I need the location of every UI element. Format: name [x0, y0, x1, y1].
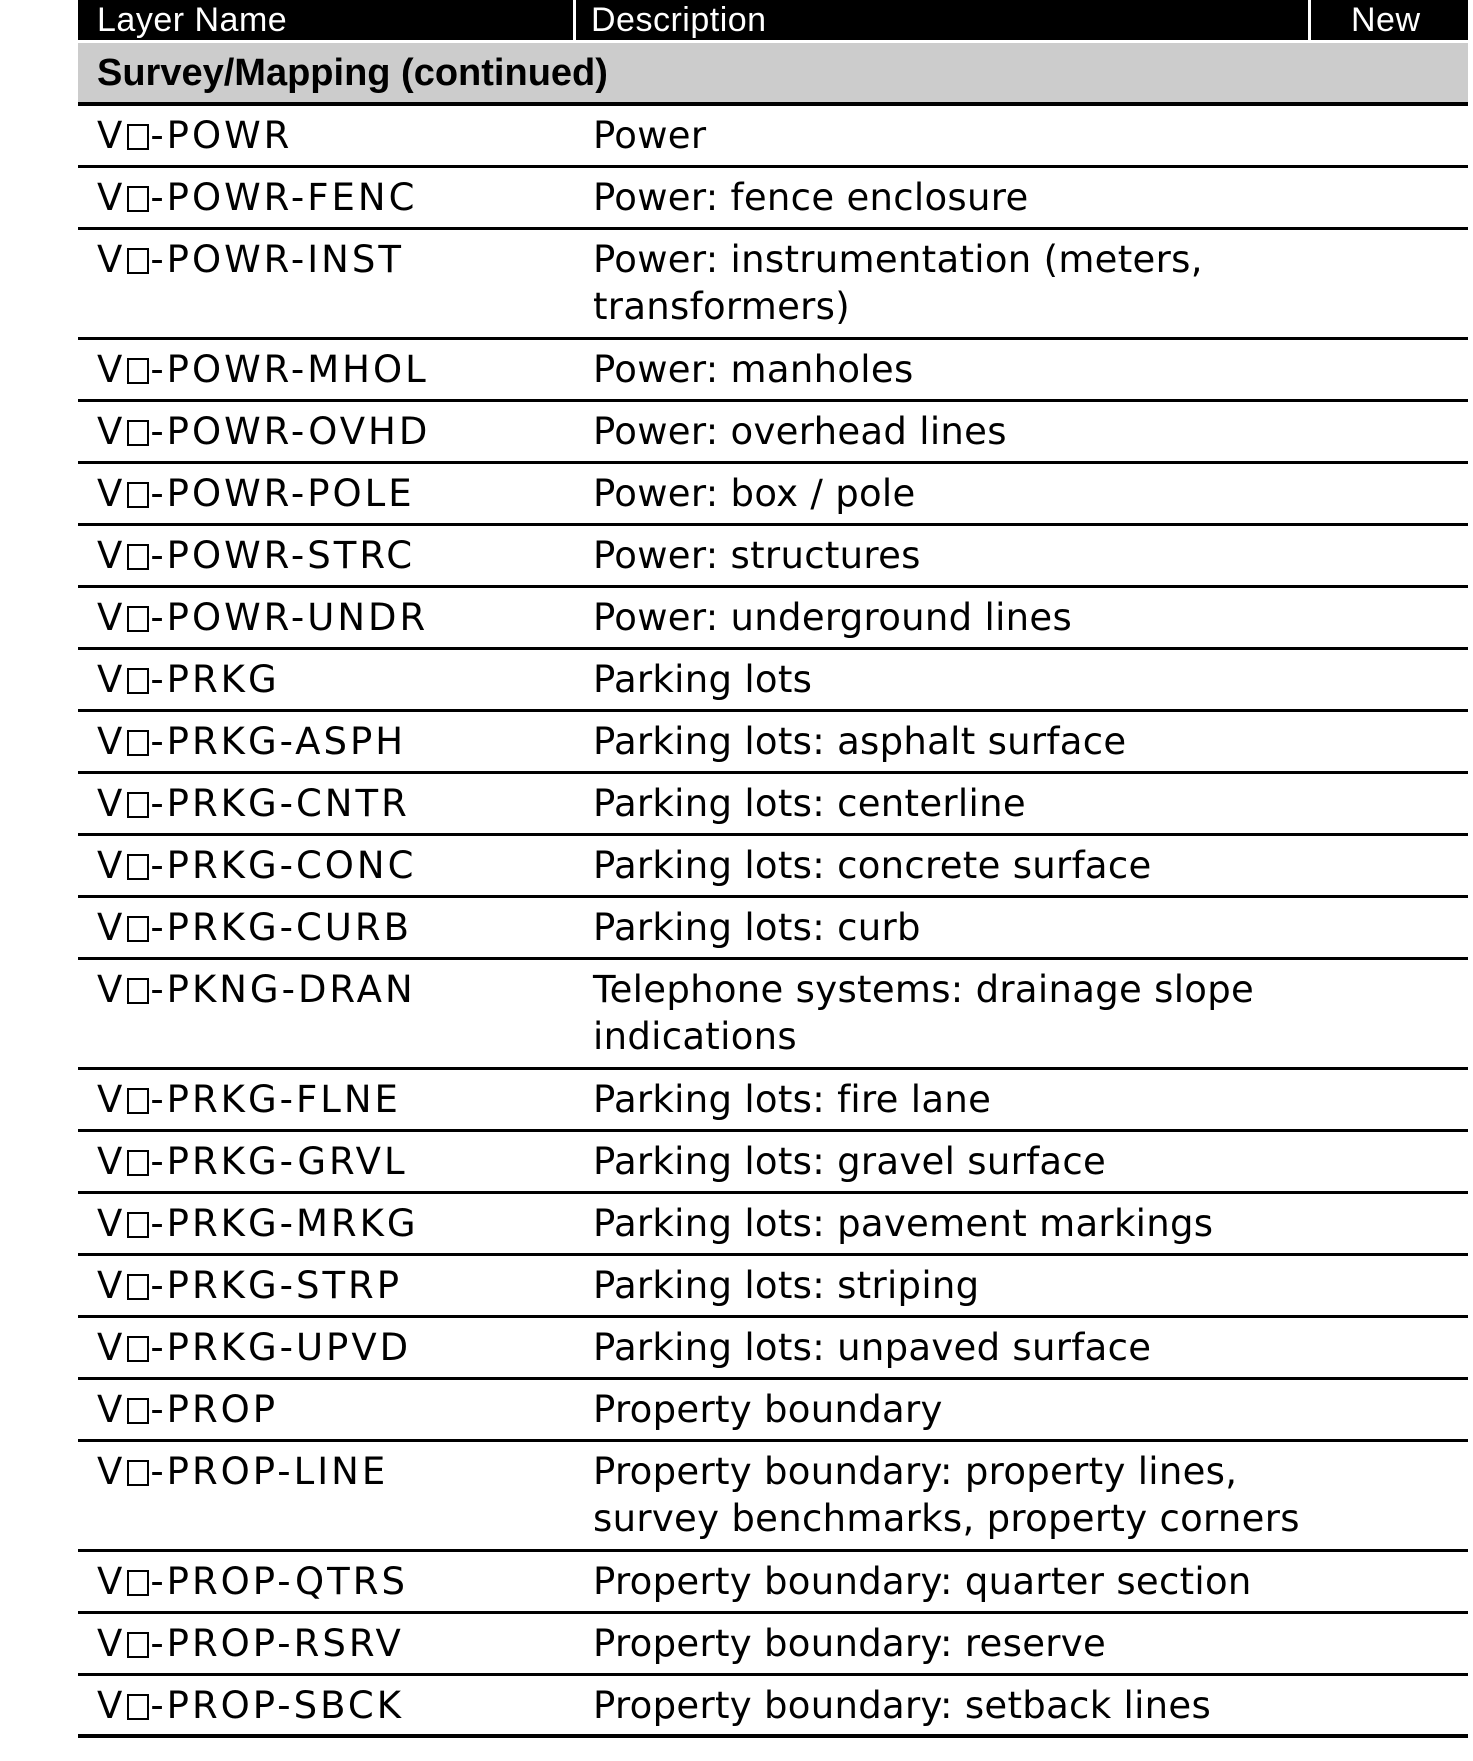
placeholder-box-icon — [127, 248, 149, 274]
layer-suffix: -PRKG-CONC — [150, 844, 417, 887]
table-row — [78, 898, 1468, 960]
table-header — [78, 0, 1468, 40]
layer-suffix: -PRKG-CURB — [150, 906, 412, 949]
description-line: Power: instrumentation (meters, — [593, 238, 1203, 281]
description-cell: Parking lots: asphalt surface — [593, 720, 1127, 763]
table-row — [78, 1256, 1468, 1318]
table-row — [78, 1318, 1468, 1380]
layer-suffix: -PRKG-STRP — [150, 1264, 403, 1307]
table-row — [78, 464, 1468, 526]
placeholder-box-icon — [127, 1274, 149, 1300]
layer-prefix: V — [97, 114, 126, 157]
layer-name-cell — [78, 898, 576, 957]
description-cell: Parking lots: unpaved surface — [593, 1326, 1152, 1369]
layer-prefix: V — [97, 348, 126, 391]
description-cell: Property boundary — [593, 1388, 943, 1431]
description-cell: Power: underground lines — [593, 596, 1073, 639]
layer-prefix: V — [97, 844, 126, 887]
description-cell — [576, 230, 1468, 337]
description-cell: Power: box / pole — [593, 472, 916, 515]
layer-prefix: V — [97, 1264, 126, 1307]
placeholder-box-icon — [127, 544, 149, 570]
table-row — [78, 168, 1468, 230]
table-row — [78, 1132, 1468, 1194]
description-cell: Property boundary: quarter section — [593, 1560, 1252, 1603]
layer-name-cell — [78, 1614, 576, 1673]
layer-name-cell — [78, 712, 576, 771]
description-cell: Property boundary: reserve — [593, 1622, 1107, 1665]
layer-name-cell — [78, 168, 576, 227]
layer-suffix: -POWR-UNDR — [150, 596, 429, 639]
layer-suffix: -POWR-POLE — [150, 472, 415, 515]
placeholder-box-icon — [127, 1632, 149, 1658]
layer-prefix: V — [97, 1450, 126, 1493]
layer-name-cell — [78, 1442, 576, 1549]
layer-suffix: -PRKG-GRVL — [150, 1140, 408, 1183]
placeholder-box-icon — [127, 978, 149, 1004]
table-row — [78, 836, 1468, 898]
layer-prefix: V — [97, 782, 126, 825]
table-row — [78, 1442, 1468, 1552]
layer-name-cell — [78, 1194, 576, 1253]
placeholder-box-icon — [127, 916, 149, 942]
description-cell: Power: manholes — [593, 348, 914, 391]
header-layer-name-label: Layer Name — [97, 1, 288, 39]
header-description — [576, 0, 1311, 40]
layer-name-cell — [78, 402, 576, 461]
layer-prefix: V — [97, 1560, 126, 1603]
description-line: transformers) — [593, 285, 850, 328]
table-row — [78, 230, 1468, 340]
placeholder-box-icon — [127, 854, 149, 880]
table-body — [78, 106, 1468, 1738]
layer-suffix: -PRKG-FLNE — [150, 1078, 401, 1121]
layer-prefix: V — [97, 658, 126, 701]
description-cell: Parking lots: gravel surface — [593, 1140, 1107, 1183]
placeholder-box-icon — [127, 1088, 149, 1114]
table-row — [78, 1614, 1468, 1676]
layer-suffix: -PKNG-DRAN — [150, 968, 416, 1011]
description-cell: Parking lots: striping — [593, 1264, 980, 1307]
layer-prefix: V — [97, 534, 126, 577]
description-cell — [576, 1442, 1468, 1549]
layer-suffix: -PRKG-ASPH — [150, 720, 407, 763]
header-new-label: New — [1351, 1, 1421, 39]
description-line: Telephone systems: drainage slope — [593, 968, 1255, 1011]
section-heading: Survey/Mapping (continued) — [78, 43, 1468, 106]
layer-suffix: -POWR — [150, 114, 293, 157]
layer-table — [78, 0, 1468, 1738]
layer-suffix: -POWR-FENC — [150, 176, 418, 219]
layer-prefix: V — [97, 176, 126, 219]
description-cell: Parking lots: centerline — [593, 782, 1026, 825]
table-row — [78, 1070, 1468, 1132]
layer-prefix: V — [97, 1202, 126, 1245]
placeholder-box-icon — [127, 1212, 149, 1238]
placeholder-box-icon — [127, 482, 149, 508]
description-cell: Parking lots: pavement markings — [593, 1202, 1214, 1245]
table-row — [78, 774, 1468, 836]
table-row — [78, 1380, 1468, 1442]
placeholder-box-icon — [127, 186, 149, 212]
layer-prefix: V — [97, 1326, 126, 1369]
layer-name-cell — [78, 464, 576, 523]
description-line: indications — [593, 1015, 797, 1058]
description-cell: Parking lots — [593, 658, 813, 701]
description-cell: Property boundary: setback lines — [593, 1684, 1212, 1727]
table-row — [78, 526, 1468, 588]
description-cell: Parking lots: concrete surface — [593, 844, 1152, 887]
layer-suffix: -PRKG-CNTR — [150, 782, 410, 825]
layer-name-cell — [78, 106, 576, 165]
layer-name-cell — [78, 1256, 576, 1315]
placeholder-box-icon — [127, 1460, 149, 1486]
layer-suffix: -POWR-STRC — [150, 534, 416, 577]
layer-prefix: V — [97, 1140, 126, 1183]
layer-name-cell — [78, 650, 576, 709]
table-row — [78, 340, 1468, 402]
layer-name-cell — [78, 960, 576, 1067]
layer-suffix: -POWR-INST — [150, 238, 404, 281]
placeholder-box-icon — [127, 1570, 149, 1596]
description-cell — [576, 960, 1468, 1067]
layer-name-cell — [78, 588, 576, 647]
placeholder-box-icon — [127, 1398, 149, 1424]
layer-name-cell — [78, 1380, 576, 1439]
layer-suffix: -PROP-LINE — [150, 1450, 389, 1493]
layer-name-cell — [78, 526, 576, 585]
layer-suffix: -PROP-QTRS — [150, 1560, 408, 1603]
layer-suffix: -PRKG-MRKG — [150, 1202, 419, 1245]
layer-prefix: V — [97, 968, 126, 1011]
layer-suffix: -PROP-SBCK — [150, 1684, 404, 1727]
layer-prefix: V — [97, 1684, 126, 1727]
header-layer-name — [78, 0, 576, 40]
description-cell: Power: structures — [593, 534, 921, 577]
layer-prefix: V — [97, 472, 126, 515]
table-row — [78, 960, 1468, 1070]
layer-suffix: -POWR-MHOL — [150, 348, 429, 391]
header-new — [1311, 0, 1468, 40]
placeholder-box-icon — [127, 1150, 149, 1176]
header-description-label: Description — [591, 1, 767, 39]
placeholder-box-icon — [127, 668, 149, 694]
layer-prefix: V — [97, 720, 126, 763]
layer-name-cell — [78, 1070, 576, 1129]
table-row — [78, 1676, 1468, 1738]
description-cell: Parking lots: fire lane — [593, 1078, 992, 1121]
placeholder-box-icon — [127, 1694, 149, 1720]
layer-name-cell — [78, 1318, 576, 1377]
placeholder-box-icon — [127, 606, 149, 632]
table-row — [78, 712, 1468, 774]
placeholder-box-icon — [127, 730, 149, 756]
table-row — [78, 402, 1468, 464]
layer-name-cell — [78, 1676, 576, 1734]
layer-name-cell — [78, 230, 576, 337]
layer-prefix: V — [97, 410, 126, 453]
placeholder-box-icon — [127, 358, 149, 384]
layer-name-cell — [78, 774, 576, 833]
layer-prefix: V — [97, 1388, 126, 1431]
description-cell: Power: fence enclosure — [593, 176, 1029, 219]
layer-name-cell — [78, 836, 576, 895]
layer-prefix: V — [97, 1622, 126, 1665]
layer-suffix: -PRKG-UPVD — [150, 1326, 412, 1369]
table-row — [78, 588, 1468, 650]
layer-suffix: -PRKG — [150, 658, 280, 701]
placeholder-box-icon — [127, 420, 149, 446]
description-cell: Power — [593, 114, 707, 157]
layer-prefix: V — [97, 596, 126, 639]
description-line: Property boundary: property lines, — [593, 1450, 1238, 1493]
layer-suffix: -PROP — [150, 1388, 279, 1431]
description-line: survey benchmarks, property corners — [593, 1497, 1300, 1540]
table-row — [78, 650, 1468, 712]
layer-name-cell — [78, 1552, 576, 1611]
placeholder-box-icon — [127, 1336, 149, 1362]
description-cell: Parking lots: curb — [593, 906, 921, 949]
table-row — [78, 106, 1468, 168]
layer-name-cell — [78, 1132, 576, 1191]
table-row — [78, 1552, 1468, 1614]
placeholder-box-icon — [127, 792, 149, 818]
placeholder-box-icon — [127, 124, 149, 150]
layer-suffix: -POWR-OVHD — [150, 410, 431, 453]
layer-suffix: -PROP-RSRV — [150, 1622, 404, 1665]
description-cell: Power: overhead lines — [593, 410, 1007, 453]
layer-name-cell — [78, 340, 576, 399]
layer-prefix: V — [97, 238, 126, 281]
layer-prefix: V — [97, 906, 126, 949]
layer-prefix: V — [97, 1078, 126, 1121]
table-row — [78, 1194, 1468, 1256]
